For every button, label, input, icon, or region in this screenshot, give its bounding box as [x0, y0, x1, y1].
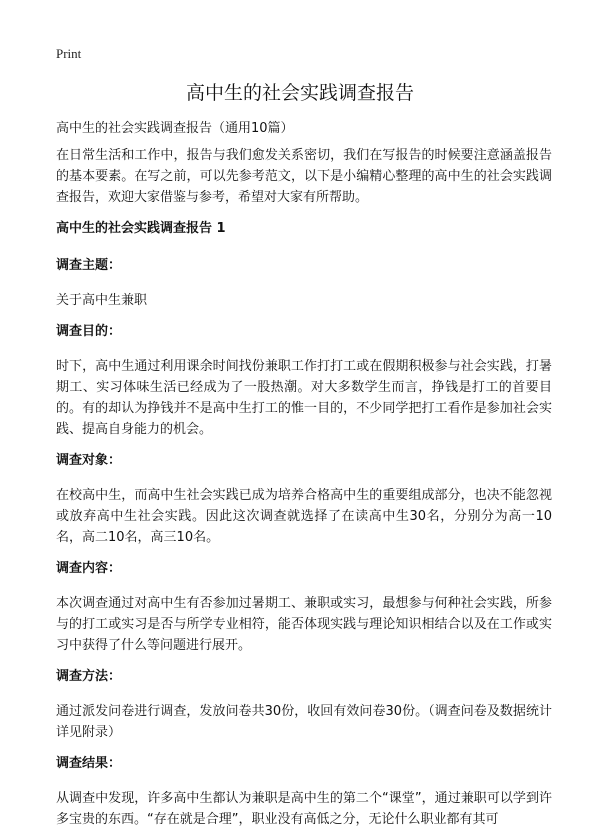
- paragraph-results: 从调查中发现，许多高中生都认为兼职是高中生的第二个“课堂”，通过兼职可以学到许多宝贵的东西。“存在就是合理”，职业没有高低之分，无论什么职业都有其可: [56, 791, 552, 827]
- section-title: 高中生的社会实践调查报告 1: [56, 221, 226, 236]
- heading-content: 调查内容：: [56, 561, 122, 576]
- heading-purpose: 调查目的：: [56, 324, 122, 339]
- heading-method: 调查方法：: [56, 669, 122, 684]
- heading-results: 调查结果：: [56, 756, 122, 771]
- document-title: 高中生的社会实践调查报告: [185, 82, 414, 104]
- heading-subjects: 调查对象：: [56, 453, 122, 468]
- paragraph-topic: 关于高中生兼职: [56, 293, 148, 308]
- heading-topic: 调查主题：: [56, 258, 122, 273]
- paragraph-content: 本次调查通过对高中生有否参加过暑期工、兼职或实习，最想参与何种社会实践，所参与的打工或实习是否与所学专业相符，能否体现实践与理论知识相结合以及在工作或实习中获得了什么等问题进行展开。: [56, 596, 552, 653]
- document-body: [56, 118, 552, 840]
- intro-paragraph: 在日常生活和工作中，报告与我们愈发关系密切，我们在写报告的时候要注意涵盖报告的基本要素。在写之前，可以先参考范文，以下是小编精心整理的高中生的社会实践调查报告，欢迎大家借鉴与参考，希望对大家有所帮助。: [56, 148, 552, 205]
- paragraph-method: 通过派发问卷进行调查，发放问卷共30份，收回有效问卷30份。（调查问卷及数据统计详见附录）: [56, 704, 552, 740]
- document-subtitle: 高中生的社会实践调查报告（通用10篇）: [56, 121, 294, 136]
- paragraph-subjects: 在校高中生，而高中生社会实践已成为培养合格高中生的重要组成部分，也决不能忽视或放弃高中生社会实践。因此这次调查就选择了在读高中生30名，分别分为高一10名，高二10名，高三10名。: [56, 488, 552, 545]
- paragraph-purpose: 时下，高中生通过利用课余时间找份兼职工作打打工或在假期积极参与社会实践，打暑期工、实习体味生活已经成为了一股热潮。对大多数学生而言，挣钱是打工的首要目的。有的却认为挣钱并不是高中生打工的惟一目的，不少同学把打工看作是参加社会实践、提高自身能力的机会。: [56, 359, 552, 437]
- print-link[interactable]: Print: [56, 46, 82, 61]
